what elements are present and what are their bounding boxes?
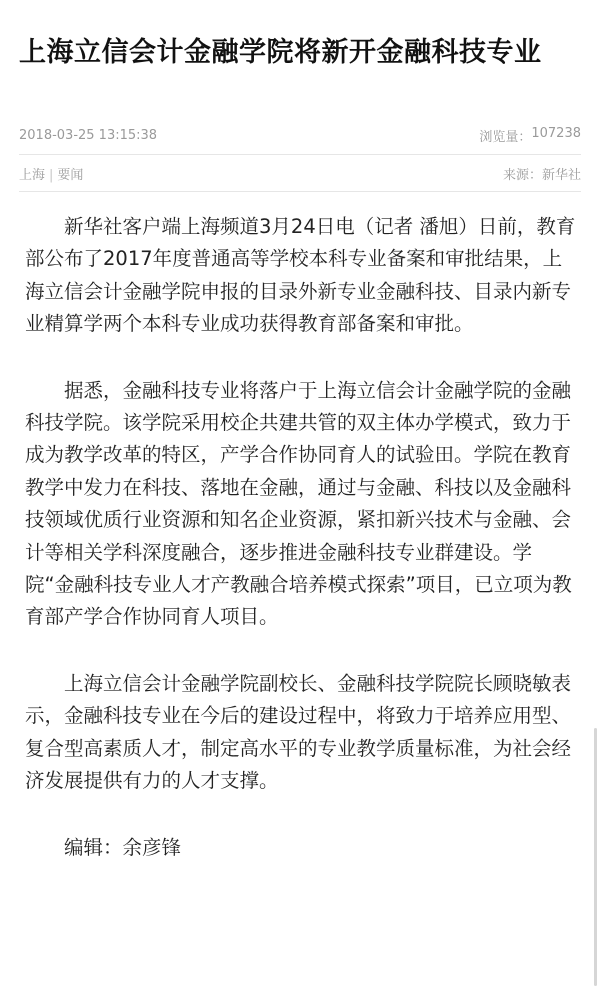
article-tags [19, 164, 83, 183]
scrollbar[interactable] [594, 728, 597, 986]
publish-date: 2018-03-25 13:15:38 [19, 127, 158, 143]
article-meta [19, 125, 581, 145]
article-title: 上海立信会计金融学院将新开金融科技专业 [19, 37, 542, 69]
paragraph: 上海立信会计金融学院副校长、金融科技学院院长顾晓敏表示，金融科技专业在今后的建设过程中，将致力于培养应用型、复合型高素质人才，制定高水平的专业教学质量标准，为社会经济发展提供有力的人才支撑。 [25, 671, 572, 793]
tag-shanghai[interactable]: 上海 [19, 167, 46, 183]
tag-news[interactable]: 要闻 [57, 167, 84, 183]
view-count [479, 126, 581, 145]
article-tags-row [19, 163, 581, 183]
paragraph: 据悉，金融科技专业将落户于上海立信会计金融学院的金融科技学院。该学院采用校企共建共管的双主体办学模式，致力于成为教学改革的特区，产学合作协同育人的试验田。学院在教育教学中发力在科技、落地在金融，通过与金融、科技以及金融科技领域优质行业资源和知名企业资源，紧扣新兴技术与金融、会计等相关学科深度融合，逐步推进金融科技专业群建设。学院“金融科技专业人才产教融合培养模式探索”项目，已立项为教育部产学合作协同育人项目。 [25, 378, 572, 629]
view-count-value: 107238 [531, 125, 581, 141]
tags-divider [19, 191, 581, 192]
editor-credit: 编辑：余彦锋 [64, 835, 182, 859]
meta-divider [19, 154, 581, 155]
paragraph: 新华社客户端上海频道3月24日电（记者 潘旭）日前，教育部公布了2017年度普通高等学校本科专业备案和审批结果，上海立信会计金融学院申报的目录外新专业金融科技、目录内新专业精算学两个本科专业成功获得教育部备案和审批。 [25, 215, 576, 336]
article-source: 来源：新华社 [502, 167, 581, 183]
article-body [25, 211, 581, 898]
view-count-label: 浏览量： [479, 129, 532, 145]
tag-separator: | [49, 167, 54, 183]
